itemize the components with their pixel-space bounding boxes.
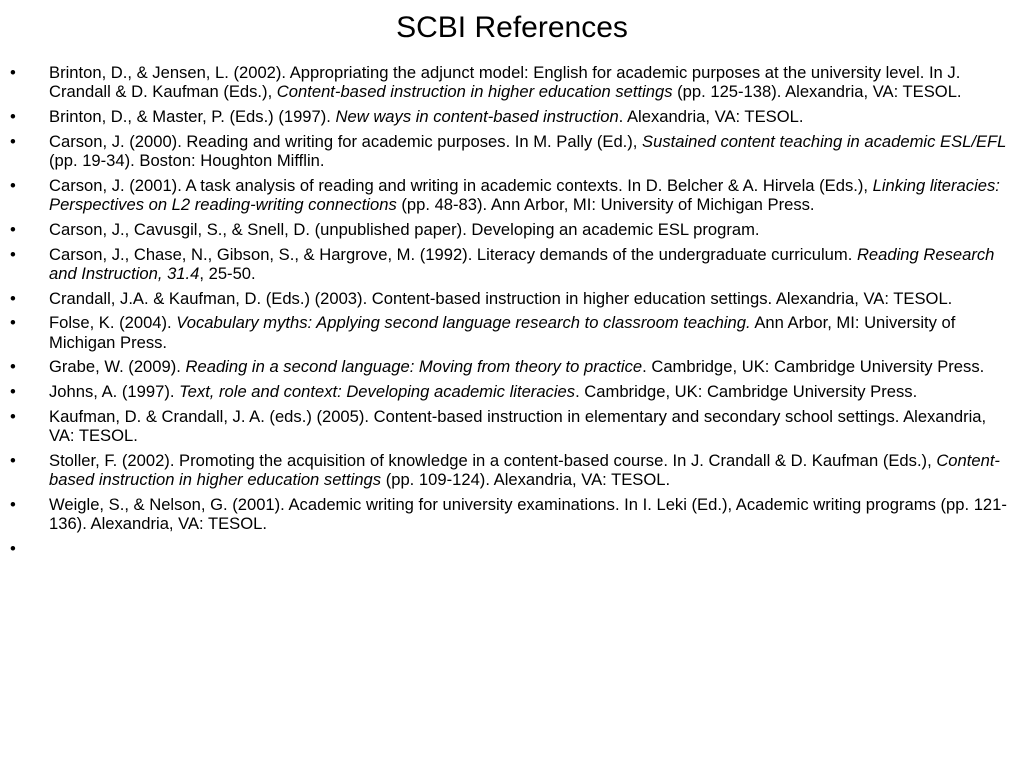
reference-segment: Johns, A. (1997). xyxy=(49,382,180,402)
reference-segment: Ann Arbor, MI: University of Michigan Press. xyxy=(49,313,956,352)
reference-text xyxy=(49,451,1000,489)
bullet-glyph: • xyxy=(10,382,16,402)
reference-segment: . Cambridge, UK: Cambridge University Press. xyxy=(575,382,918,402)
bullet-glyph: • xyxy=(10,450,16,470)
bullet-glyph: • xyxy=(10,357,16,377)
reference-segment: Carson, J. (2001). A task analysis of reading and writing in academic contexts. In D. Belcher & A. Hirvela (Eds.), xyxy=(49,175,873,195)
reference-text xyxy=(49,245,994,283)
reference-segment: Carson, J. (2000). Reading and writing for academic purposes. In M. Pally (Ed.), xyxy=(49,131,643,151)
reference-segment: Grabe, W. (2009). xyxy=(49,357,186,377)
reference-text xyxy=(49,107,803,126)
reference-item xyxy=(10,289,1015,308)
bullet-glyph: • xyxy=(10,538,16,558)
reference-text xyxy=(49,313,955,351)
reference-text xyxy=(49,407,986,445)
reference-list xyxy=(10,63,1015,558)
reference-text xyxy=(49,63,962,101)
bullet-glyph: • xyxy=(10,107,16,126)
reference-title-italic: Reading in a second language: Moving from theory to practice xyxy=(185,357,643,377)
reference-item xyxy=(10,107,1015,126)
bullet-glyph: • xyxy=(10,288,16,308)
reference-item xyxy=(10,245,1015,283)
reference-segment: . Alexandria, VA: TESOL. xyxy=(618,107,804,126)
reference-text xyxy=(49,176,1000,214)
reference-segment: , 25-50. xyxy=(199,263,256,283)
reference-text xyxy=(49,220,760,239)
reference-segment: Folse, K. (2004). xyxy=(49,313,177,333)
bullet-glyph: • xyxy=(10,219,16,239)
reference-segment: Carson, J., Cavusgil, S., & Snell, D. (unpublished paper). Developing an academic ESL program. xyxy=(49,219,760,239)
reference-segment: (pp. 19-34). Boston: Houghton Mifflin. xyxy=(49,151,325,170)
reference-text xyxy=(49,132,1006,170)
reference-title-italic: Linking literacies: Perspectives on L2 reading-writing connections xyxy=(49,175,1000,214)
reference-title-italic: Content-based instruction in higher education settings xyxy=(49,450,1000,490)
reference-segment: (pp. 109-124). Alexandria, VA: TESOL. xyxy=(381,470,671,490)
bullet-glyph: • xyxy=(10,244,16,264)
reference-item xyxy=(10,63,1015,101)
reference-title-italic: Sustained content teaching in academic ESL/EFL xyxy=(642,131,1007,151)
reference-item xyxy=(10,176,1015,214)
reference-segment: . Cambridge, UK: Cambridge University Press. xyxy=(642,357,985,377)
reference-segment: Carson, J., Chase, N., Gibson, S., & Hargrove, M. (1992). Literacy demands of the undergraduate curriculum. xyxy=(49,244,857,264)
reference-segment: Kaufman, D. & Crandall, J. A. (eds.) (2005). Content-based instruction in elementary and secondary school settings. Alexandria, VA: TESOL. xyxy=(49,406,987,446)
reference-segment: Weigle, S., & Nelson, G. (2001). Academic writing for university examinations. In I. Leki (Ed.), Academic writing programs (pp. 121-136). Alexandria, VA: TESOL. xyxy=(49,494,1007,534)
reference-title-italic: Text, role and context: Developing academic literacies xyxy=(179,382,576,402)
reference-segment: (pp. 125-138). Alexandria, VA: TESOL. xyxy=(672,82,962,102)
reference-segment: (pp. 48-83). Ann Arbor, MI: University of Michigan Press. xyxy=(396,195,815,214)
bullet-glyph: • xyxy=(10,63,16,82)
reference-title-italic: Vocabulary myths: Applying second language research to classroom teaching. xyxy=(176,313,751,333)
reference-text xyxy=(49,382,917,401)
reference-item xyxy=(10,451,1015,489)
reference-title-italic: New ways in content-based instruction xyxy=(335,107,619,126)
slide-title: SCBI References xyxy=(396,11,628,44)
reference-text xyxy=(49,357,984,376)
bullet-glyph: • xyxy=(10,406,16,426)
reference-item xyxy=(10,220,1015,239)
bullet-glyph: • xyxy=(10,131,16,151)
bullet-glyph: • xyxy=(10,313,16,333)
reference-segment: Stoller, F. (2002). Promoting the acquisition of knowledge in a content-based course. In J. Crandall & D. Kaufman (Eds.), xyxy=(49,450,937,470)
reference-segment: Crandall, J.A. & Kaufman, D. (Eds.) (2003). Content-based instruction in higher education settings. Alexandria, VA: TESOL. xyxy=(49,288,953,308)
reference-item xyxy=(10,357,1015,376)
reference-item xyxy=(10,132,1015,170)
bullet-glyph: • xyxy=(10,175,16,195)
reference-item xyxy=(10,407,1015,445)
reference-segment: Brinton, D., & Jensen, L. (2002). Appropriating the adjunct model: English for academic purposes at the university level. In J. Crandall & D. Kaufman (Eds.), xyxy=(49,63,961,102)
reference-segment: Brinton, D., & Master, P. (Eds.) (1997). xyxy=(49,107,336,126)
reference-item xyxy=(10,382,1015,401)
reference-text xyxy=(49,495,1007,533)
reference-title-italic: Reading Research and Instruction, 31.4 xyxy=(49,244,995,283)
reference-title-italic: Content-based instruction in higher education settings xyxy=(276,82,673,102)
reference-item xyxy=(10,313,1015,351)
reference-text xyxy=(49,289,952,308)
reference-item xyxy=(10,495,1015,533)
bullet-glyph: • xyxy=(10,494,16,514)
